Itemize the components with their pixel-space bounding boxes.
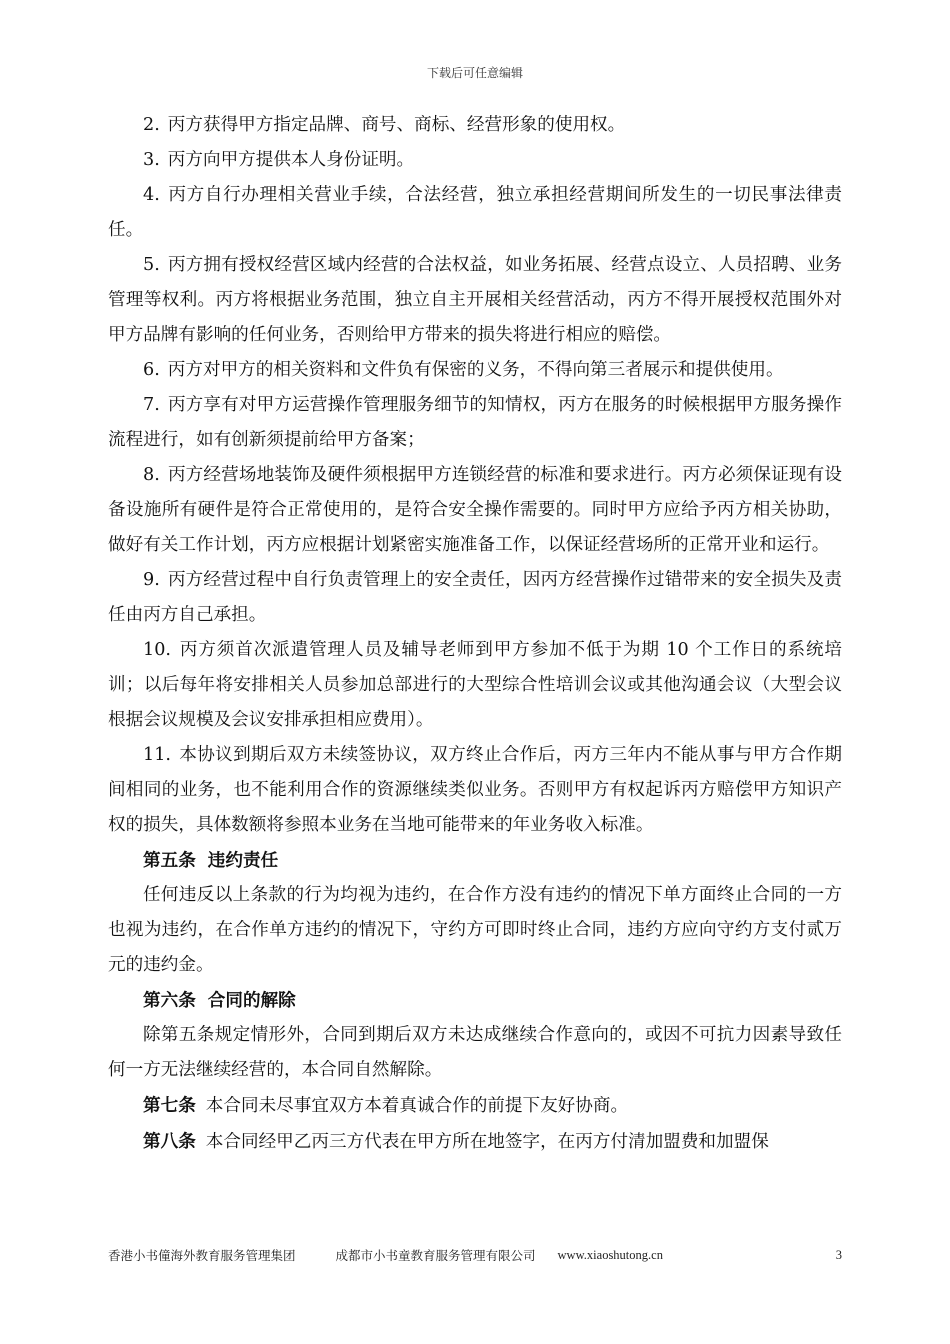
article-6-text: 除第五条规定情形外，合同到期后双方未达成继续合作意向的，或因不可抗力因素导致任何一方无法继续经营的，本合同自然解除。 (108, 1025, 842, 1080)
header-note: 下载后可任意编辑 (426, 66, 523, 80)
footer-org-2: 成都市小书童教育服务管理有限公司 (335, 1248, 536, 1263)
article-label: 第八条 (143, 1131, 196, 1152)
clause-number: 11. (143, 745, 171, 765)
clause-text: 丙方须首次派遣管理人员及辅导老师到甲方参加不低于为期 10 个工作日的系统培训；以后每年将安排相关人员参加总部进行的大型综合性培训会议或其他沟通会议（大型会议根据会议规模及会议安排承担相应费用）。 (108, 640, 842, 730)
clause-number: 4. (143, 185, 160, 205)
clause-number: 3. (143, 150, 160, 170)
article-5-heading (108, 843, 842, 878)
clause-number: 5. (143, 255, 160, 275)
article-label: 第五条 (143, 850, 196, 871)
clause-7 (108, 388, 842, 458)
clause-4 (108, 178, 842, 248)
clause-2 (108, 108, 842, 143)
clause-number: 8. (143, 465, 160, 485)
article-8 (108, 1124, 842, 1160)
article-6-heading (108, 983, 842, 1018)
article-text: 本合同经甲乙丙三方代表在甲方所在地签字，在丙方付清加盟费和加盟保 (205, 1132, 769, 1152)
clause-text: 丙方获得甲方指定品牌、商号、商标、经营形象的使用权。 (167, 115, 626, 135)
clause-5 (108, 248, 842, 353)
footer-org-1: 香港小书僮海外教育服务管理集团 (108, 1248, 296, 1263)
article-label: 第七条 (143, 1095, 196, 1116)
clause-text: 丙方自行办理相关营业手续，合法经营，独立承担经营期间所发生的一切民事法律责任。 (108, 185, 842, 240)
article-text: 本合同未尽事宜双方本着真诚合作的前提下友好协商。 (205, 1096, 629, 1116)
article-title: 合同的解除 (207, 990, 296, 1011)
clause-text: 丙方享有对甲方运营操作管理服务细节的知情权，丙方在服务的时候根据甲方服务操作流程进行，如有创新须提前给甲方备案； (108, 395, 842, 450)
article-5-text: 任何违反以上条款的行为均视为违约，在合作方没有违约的情况下单方面终止合同的一方也视为违约，在合作单方违约的情况下，守约方可即时终止合同，违约方应向守约方支付贰万元的违约金。 (108, 885, 842, 975)
clause-number: 10. (143, 640, 171, 660)
article-7 (108, 1088, 842, 1124)
clause-text: 丙方经营过程中自行负责管理上的安全责任，因丙方经营操作过错带来的安全损失及责任由丙方自己承担。 (108, 570, 842, 625)
clause-text: 丙方对甲方的相关资料和文件负有保密的义务，不得向第三者展示和提供使用。 (167, 360, 784, 380)
clause-8 (108, 458, 842, 563)
footer-url: www.xiaoshutong.cn (557, 1247, 663, 1262)
clause-number: 7. (143, 395, 160, 415)
document-body (108, 108, 842, 1160)
clause-number: 2. (143, 115, 160, 135)
article-title: 违约责任 (207, 850, 279, 871)
page-footer (108, 1246, 842, 1264)
clause-text: 丙方拥有授权经营区域内经营的合法权益，如业务拓展、经营点设立、人员招聘、业务管理等权利。丙方将根据业务范围，独立自主开展相关经营活动，丙方不得开展授权范围外对甲方品牌有影响的任何业务，否则给甲方带来的损失将进行相应的赔偿。 (108, 255, 842, 345)
clause-text: 丙方向甲方提供本人身份证明。 (167, 150, 415, 170)
article-label: 第六条 (143, 990, 196, 1011)
clause-number: 9. (143, 570, 160, 590)
clause-11 (108, 738, 842, 843)
page-number: 3 (835, 1247, 842, 1262)
clause-text: 本协议到期后双方未续签协议，双方终止合作后，丙方三年内不能从事与甲方合作期间相同的业务，也不能利用合作的资源继续类似业务。否则甲方有权起诉丙方赔偿甲方知识产权的损失，具体数额将参照本业务在当地可能带来的年业务收入标准。 (108, 745, 842, 835)
clause-6 (108, 353, 842, 388)
clause-text: 丙方经营场地装饰及硬件须根据甲方连锁经营的标准和要求进行。丙方必须保证现有设备设施所有硬件是符合正常使用的，是符合安全操作需要的。同时甲方应给予丙方相关协助，做好有关工作计划，丙方应根据计划紧密实施准备工作，以保证经营场所的正常开业和运行。 (108, 465, 842, 555)
clause-9 (108, 563, 842, 633)
clause-10 (108, 633, 842, 738)
clause-number: 6. (143, 360, 160, 380)
clause-3 (108, 143, 842, 178)
